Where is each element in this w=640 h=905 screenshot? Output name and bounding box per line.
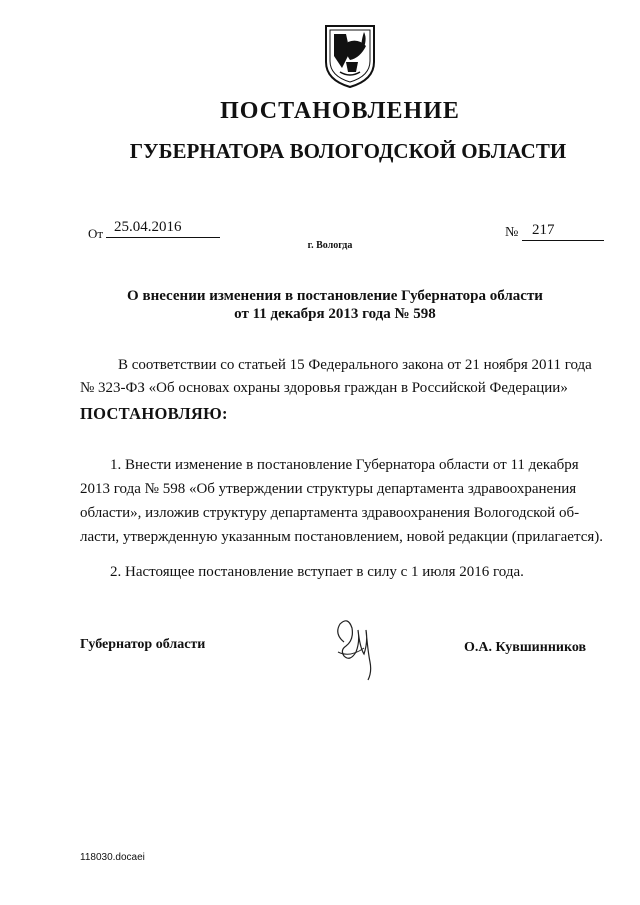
- document-subtitle: ГУБЕРНАТОРА ВОЛОГОДСКОЙ ОБЛАСТИ: [129, 139, 567, 163]
- footer-filename: 118030.docaei: [80, 852, 145, 863]
- item-line: 1. Внести изменение в постановление Губернатора области от 11 декабря: [110, 457, 579, 473]
- date-prefix: От: [88, 226, 104, 241]
- signatory-position: Губернатор области: [80, 637, 206, 652]
- document-city: г. Вологда: [307, 240, 353, 251]
- signatory-name: О.А. Кувшинников: [464, 640, 587, 655]
- decree-heading: ПОСТАНОВЛЯЮ:: [80, 404, 228, 423]
- basis-paragraph: [80, 354, 610, 400]
- document-subject: [110, 287, 560, 323]
- basis-line: В соответствии со статьей 15 Федерального закона от 21 ноября 2011 года: [118, 357, 592, 373]
- item-line: области», изложив структуру департамента здравоохранения Вологодской об-: [80, 505, 580, 521]
- handwritten-signature: [330, 612, 380, 684]
- subject-line: О внесении изменения в постановление Губернатора области: [127, 288, 543, 304]
- item-line: 2013 года № 598 «Об утверждении структуры департамента здравоохранения: [80, 481, 577, 497]
- document-number: 217: [522, 222, 604, 241]
- basis-line: № 323-ФЗ «Об основах охраны здоровья граждан в Российской Федерации»: [80, 380, 568, 396]
- document-date: 25.04.2016: [106, 219, 220, 238]
- number-prefix: №: [505, 225, 519, 240]
- subject-line: от 11 декабря 2013 года № 598: [234, 306, 436, 322]
- coat-of-arms-icon: [320, 22, 380, 90]
- decree-item-2: 2. Настоящее постановление вступает в силу с 1 июля 2016 года.: [110, 564, 524, 580]
- decree-item-1: [80, 453, 610, 549]
- item-line: ласти, утвержденную указанным постановлением, новой редакции (прилагается).: [80, 529, 604, 545]
- document-title: ПОСТАНОВЛЕНИЕ: [220, 98, 460, 124]
